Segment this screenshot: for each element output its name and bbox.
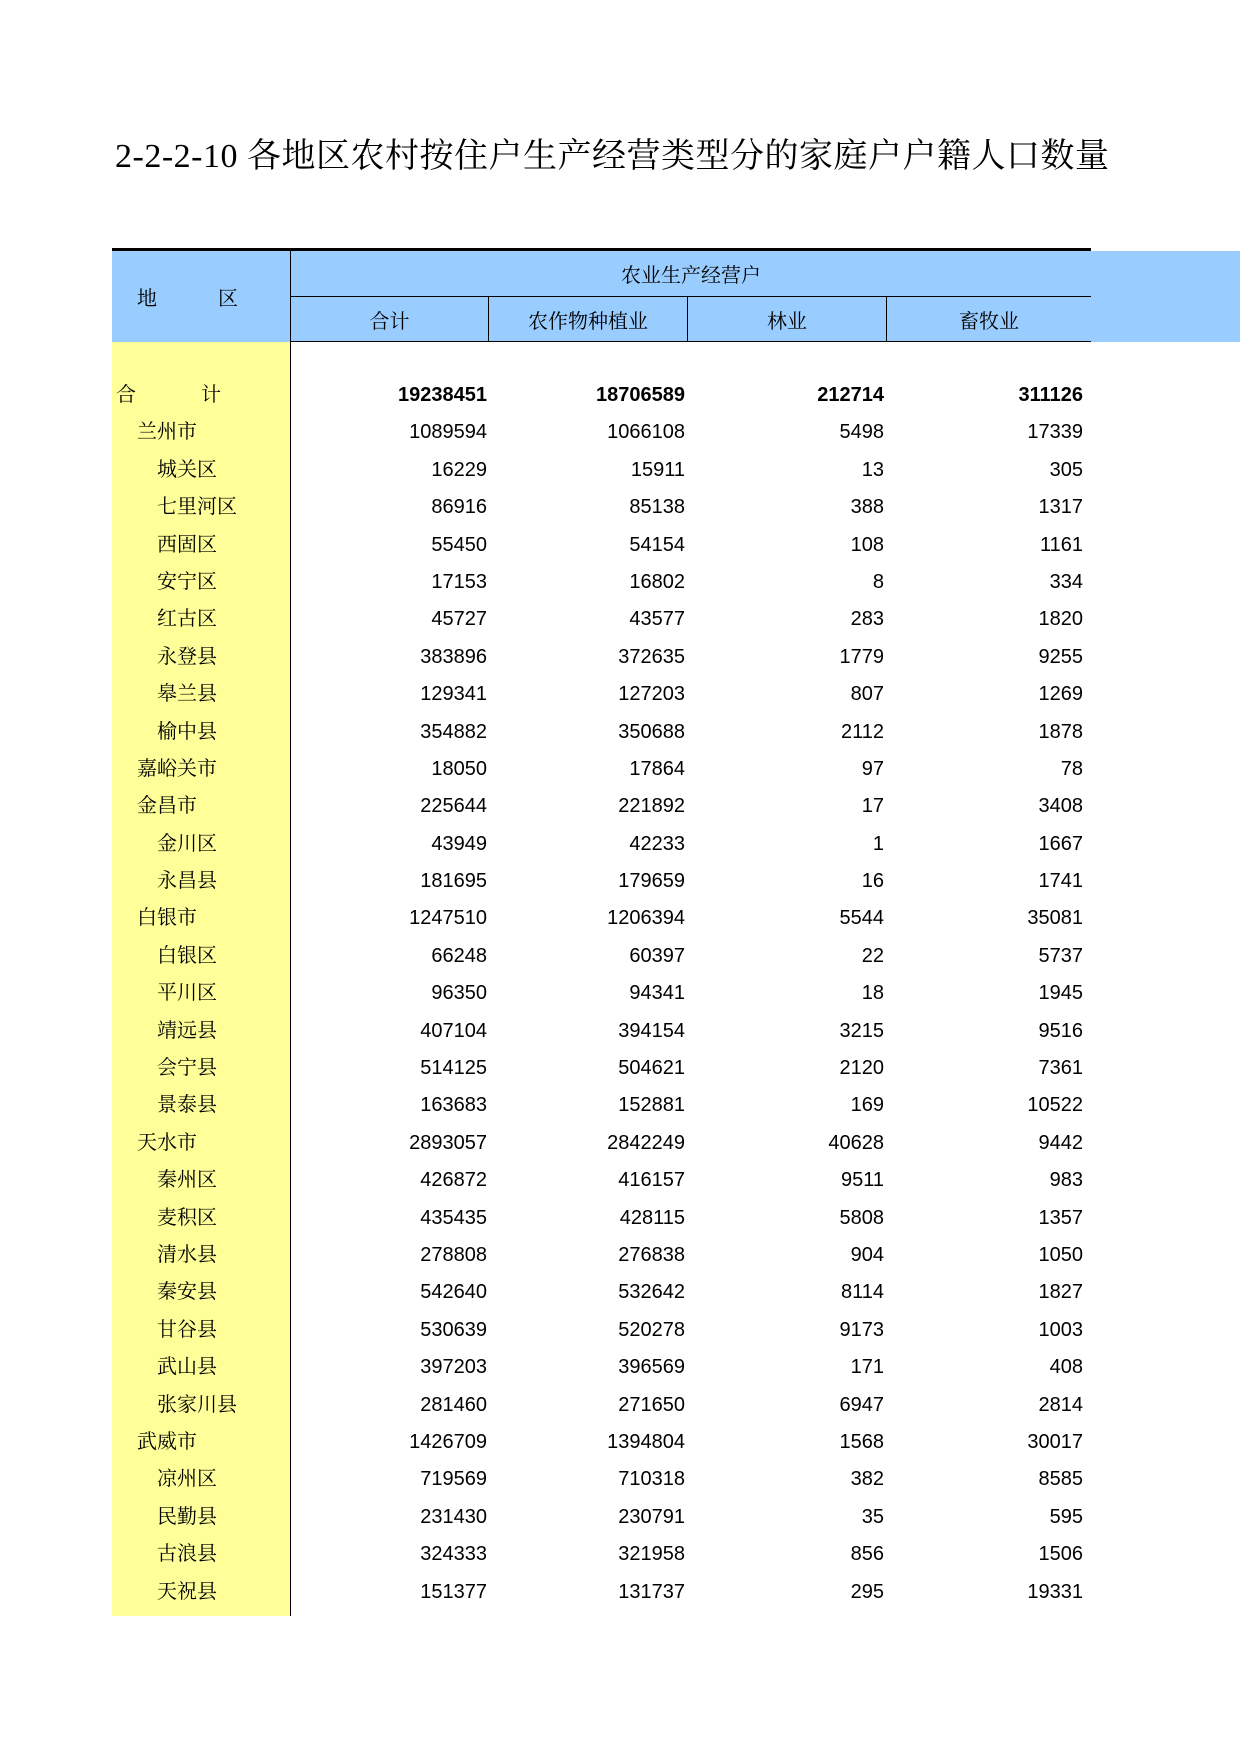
value-total: 18050: [431, 757, 487, 780]
table-row: [112, 1424, 1091, 1461]
value-total: 324333: [420, 1543, 487, 1566]
col-header-livestock: 畜牧业: [959, 311, 1019, 333]
col-header-crops: 农作物种植业: [528, 311, 648, 333]
region-name: 秦安县: [157, 1281, 217, 1304]
value-forestry: 8: [872, 570, 884, 593]
table-row: [112, 489, 1091, 526]
value-total: 181695: [420, 870, 487, 893]
region-name: 清水县: [157, 1243, 217, 1266]
value-crops: 520278: [618, 1318, 685, 1341]
table-row: [112, 1162, 1091, 1199]
value-forestry: 6947: [839, 1393, 884, 1416]
table-row: [112, 788, 1091, 825]
value-livestock: 19331: [1027, 1580, 1083, 1603]
value-livestock: 10522: [1027, 1094, 1083, 1117]
value-total: 542640: [420, 1281, 487, 1304]
value-forestry: 283: [850, 608, 884, 631]
value-livestock: 595: [1049, 1505, 1083, 1528]
value-total: 86916: [431, 496, 487, 519]
value-crops: 2842249: [607, 1131, 685, 1154]
header-region: [112, 251, 291, 342]
value-total: 96350: [431, 982, 487, 1005]
value-total: 426872: [420, 1169, 487, 1192]
value-forestry: 97: [861, 757, 884, 780]
value-total: 129341: [420, 683, 487, 706]
region-name: 民勤县: [157, 1505, 217, 1528]
value-total: 55450: [431, 533, 487, 556]
value-crops: 1066108: [607, 421, 685, 444]
value-total: 1089594: [409, 421, 487, 444]
value-crops: 394154: [618, 1019, 685, 1042]
value-total: 16229: [431, 458, 487, 481]
value-livestock: 78: [1060, 757, 1083, 780]
table-row: [112, 1387, 1091, 1424]
region-name: 红古区: [157, 608, 217, 631]
value-forestry: 3215: [839, 1019, 884, 1042]
region-name: 靖远县: [157, 1019, 217, 1042]
region-name: 凉州区: [157, 1468, 217, 1491]
value-livestock: 35081: [1027, 907, 1083, 930]
region-name: 金川区: [157, 832, 217, 855]
value-total: 19238451: [398, 384, 487, 406]
value-forestry: 18: [861, 982, 884, 1005]
table-row: [112, 564, 1091, 601]
value-livestock: 1820: [1038, 608, 1083, 631]
table-row: [112, 639, 1091, 676]
region-name: 景泰县: [157, 1094, 217, 1117]
value-livestock: 1003: [1038, 1318, 1083, 1341]
value-crops: 1206394: [607, 907, 685, 930]
table-row: [112, 601, 1091, 638]
region-name: 永昌县: [157, 870, 217, 893]
value-crops: 16802: [629, 570, 685, 593]
value-forestry: 807: [850, 683, 884, 706]
table-row: [112, 1050, 1091, 1087]
region-name: 平川区: [157, 982, 217, 1005]
value-forestry: 5498: [839, 421, 884, 444]
value-crops: 54154: [629, 533, 685, 556]
value-total: 719569: [420, 1468, 487, 1491]
value-crops: 17864: [629, 757, 685, 780]
value-forestry: 382: [850, 1468, 884, 1491]
header-group-label: 农业生产经营户: [621, 265, 761, 287]
region-name: 会宁县: [157, 1057, 217, 1080]
value-forestry: 1779: [839, 645, 884, 668]
value-forestry: 2112: [840, 720, 884, 743]
value-total: 2893057: [409, 1131, 487, 1154]
value-livestock: 1878: [1038, 720, 1083, 743]
value-crops: 18706589: [596, 384, 685, 406]
value-total: 435435: [420, 1206, 487, 1229]
value-crops: 350688: [618, 720, 685, 743]
value-crops: 396569: [618, 1356, 685, 1379]
value-forestry: 1568: [839, 1430, 884, 1453]
value-total: 354882: [420, 720, 487, 743]
region-name: 七里河区: [157, 496, 237, 519]
region-name: 皋兰县: [157, 683, 217, 706]
region-name: 金昌市: [137, 795, 197, 818]
region-name: 嘉峪关市: [137, 757, 217, 780]
value-forestry: 13: [861, 458, 884, 481]
value-crops: 428115: [619, 1206, 685, 1229]
value-forestry: 108: [850, 533, 884, 556]
value-livestock: 9516: [1038, 1019, 1083, 1042]
value-forestry: 22: [861, 944, 884, 967]
value-crops: 152881: [618, 1094, 685, 1117]
value-forestry: 17: [861, 795, 884, 818]
value-livestock: 983: [1049, 1169, 1083, 1192]
value-livestock: 1506: [1038, 1543, 1083, 1566]
value-crops: 131737: [618, 1580, 685, 1603]
value-livestock: 7361: [1038, 1057, 1083, 1080]
region-name: 兰州市: [137, 421, 197, 444]
table-row: [112, 452, 1091, 489]
value-crops: 221892: [618, 795, 685, 818]
table-row: [112, 1274, 1091, 1311]
region-name: 武山县: [157, 1356, 217, 1379]
value-forestry: 8114: [840, 1281, 884, 1304]
value-crops: 15911: [630, 458, 685, 481]
value-total: 163683: [420, 1094, 487, 1117]
value-livestock: 1741: [1038, 870, 1083, 893]
value-livestock: 9442: [1038, 1131, 1083, 1154]
value-livestock: 9255: [1038, 645, 1083, 668]
value-crops: 43577: [629, 608, 685, 631]
value-crops: 60397: [629, 944, 685, 967]
table-row: [112, 938, 1091, 975]
region-name: 白银区: [157, 944, 217, 967]
region-name: 安宁区: [157, 570, 217, 593]
value-crops: 179659: [618, 870, 685, 893]
value-forestry: 856: [850, 1543, 884, 1566]
value-forestry: 171: [850, 1356, 884, 1379]
region-name: 张家川县: [157, 1393, 237, 1416]
region-name: 武威市: [137, 1430, 197, 1453]
value-total: 225644: [420, 795, 487, 818]
table-row: [112, 1461, 1091, 1498]
value-livestock: 1357: [1038, 1206, 1083, 1229]
value-total: 17153: [431, 570, 487, 593]
table-row: [112, 1125, 1091, 1162]
value-livestock: 17339: [1027, 421, 1083, 444]
value-forestry: 2120: [839, 1057, 884, 1080]
value-crops: 372635: [618, 645, 685, 668]
value-total: 278808: [420, 1243, 487, 1266]
region-name: 甘谷县: [157, 1318, 217, 1341]
region-name-text: 合 计: [116, 384, 251, 406]
table-row: [112, 377, 1091, 414]
table-row: [112, 527, 1091, 564]
value-forestry: 388: [850, 496, 884, 519]
region-name: 麦积区: [157, 1206, 217, 1229]
value-livestock: 1050: [1038, 1243, 1083, 1266]
value-forestry: 212714: [817, 384, 884, 406]
value-forestry: 9511: [840, 1169, 884, 1192]
value-forestry: 35: [861, 1505, 884, 1528]
col-header-total: 合计: [369, 311, 410, 333]
region-name: 永登县: [157, 645, 217, 668]
value-total: 45727: [431, 608, 487, 631]
value-livestock: 1667: [1038, 832, 1083, 855]
region-name: 白银市: [137, 907, 197, 930]
table-row: [112, 1087, 1091, 1124]
value-forestry: 1: [872, 832, 884, 855]
table-body: [112, 377, 1091, 1611]
value-total: 407104: [420, 1019, 487, 1042]
value-crops: 276838: [618, 1243, 685, 1266]
value-livestock: 1161: [1039, 533, 1083, 556]
value-livestock: 8585: [1038, 1468, 1083, 1491]
region-name: 城关区: [157, 458, 217, 481]
value-total: 1247510: [409, 907, 487, 930]
value-total: 1426709: [409, 1430, 487, 1453]
table-row: [112, 826, 1091, 863]
table-row: [112, 751, 1091, 788]
table-row: [112, 414, 1091, 451]
value-forestry: 904: [850, 1243, 884, 1266]
value-livestock: 1827: [1038, 1281, 1083, 1304]
value-forestry: 9173: [839, 1318, 884, 1341]
value-total: 397203: [420, 1356, 487, 1379]
region-name: 天水市: [137, 1131, 197, 1154]
value-crops: 85138: [629, 496, 685, 519]
value-livestock: 1269: [1038, 683, 1083, 706]
value-total: 66248: [431, 944, 487, 967]
region-name: 古浪县: [157, 1543, 217, 1566]
table-row: [112, 1349, 1091, 1386]
value-livestock: 30017: [1027, 1430, 1083, 1453]
value-livestock: 408: [1049, 1356, 1083, 1379]
value-crops: 710318: [618, 1468, 685, 1491]
value-crops: 94341: [629, 982, 685, 1005]
value-livestock: 5737: [1038, 944, 1083, 967]
value-forestry: 16: [861, 870, 884, 893]
region-name: 天祝县: [157, 1580, 217, 1603]
value-crops: 42233: [629, 832, 685, 855]
value-livestock: 1317: [1038, 496, 1083, 519]
value-crops: 271650: [618, 1393, 685, 1416]
table-row: [112, 900, 1091, 937]
value-livestock: 334: [1049, 570, 1083, 593]
region-name: 西固区: [157, 533, 217, 556]
value-crops: 1394804: [607, 1430, 685, 1453]
value-livestock: 2814: [1038, 1393, 1083, 1416]
value-forestry: 5544: [839, 907, 884, 930]
value-forestry: 40628: [828, 1131, 884, 1154]
region-name: 榆中县: [157, 720, 217, 743]
value-total: 231430: [420, 1505, 487, 1528]
table-row: [112, 1200, 1091, 1237]
value-total: 281460: [420, 1393, 487, 1416]
col-header-forestry: 林业: [767, 311, 807, 333]
value-livestock: 1945: [1038, 982, 1083, 1005]
table-row: [112, 1536, 1091, 1573]
value-total: 43949: [431, 832, 487, 855]
header-bottom-rule: [291, 341, 1091, 342]
value-crops: 230791: [618, 1505, 685, 1528]
value-crops: 532642: [618, 1281, 685, 1304]
table-row: [112, 1013, 1091, 1050]
table-row: [112, 975, 1091, 1012]
value-crops: 504621: [618, 1057, 685, 1080]
value-forestry: 5808: [839, 1206, 884, 1229]
header-region-label: 地 区: [137, 288, 266, 310]
value-livestock: 311126: [1018, 384, 1083, 406]
table-row: [112, 1574, 1091, 1611]
value-livestock: 3408: [1038, 795, 1083, 818]
value-total: 514125: [420, 1057, 487, 1080]
table-row: [112, 1499, 1091, 1536]
value-crops: 127203: [618, 683, 685, 706]
value-total: 530639: [420, 1318, 487, 1341]
value-forestry: 295: [850, 1580, 884, 1603]
value-total: 151377: [420, 1580, 487, 1603]
page-title: 2-2-2-10 各地区农村按住户生产经营类型分的家庭户户籍人口数量: [115, 138, 1110, 175]
table-row: [112, 1237, 1091, 1274]
value-crops: 416157: [618, 1169, 685, 1192]
table-row: [112, 714, 1091, 751]
value-livestock: 305: [1049, 458, 1083, 481]
table-row: [112, 676, 1091, 713]
region-name: 秦州区: [157, 1169, 217, 1192]
value-total: 383896: [420, 645, 487, 668]
value-crops: 321958: [618, 1543, 685, 1566]
value-forestry: 169: [850, 1094, 884, 1117]
table-row: [112, 1312, 1091, 1349]
region-name: [116, 377, 251, 414]
table-row: [112, 863, 1091, 900]
